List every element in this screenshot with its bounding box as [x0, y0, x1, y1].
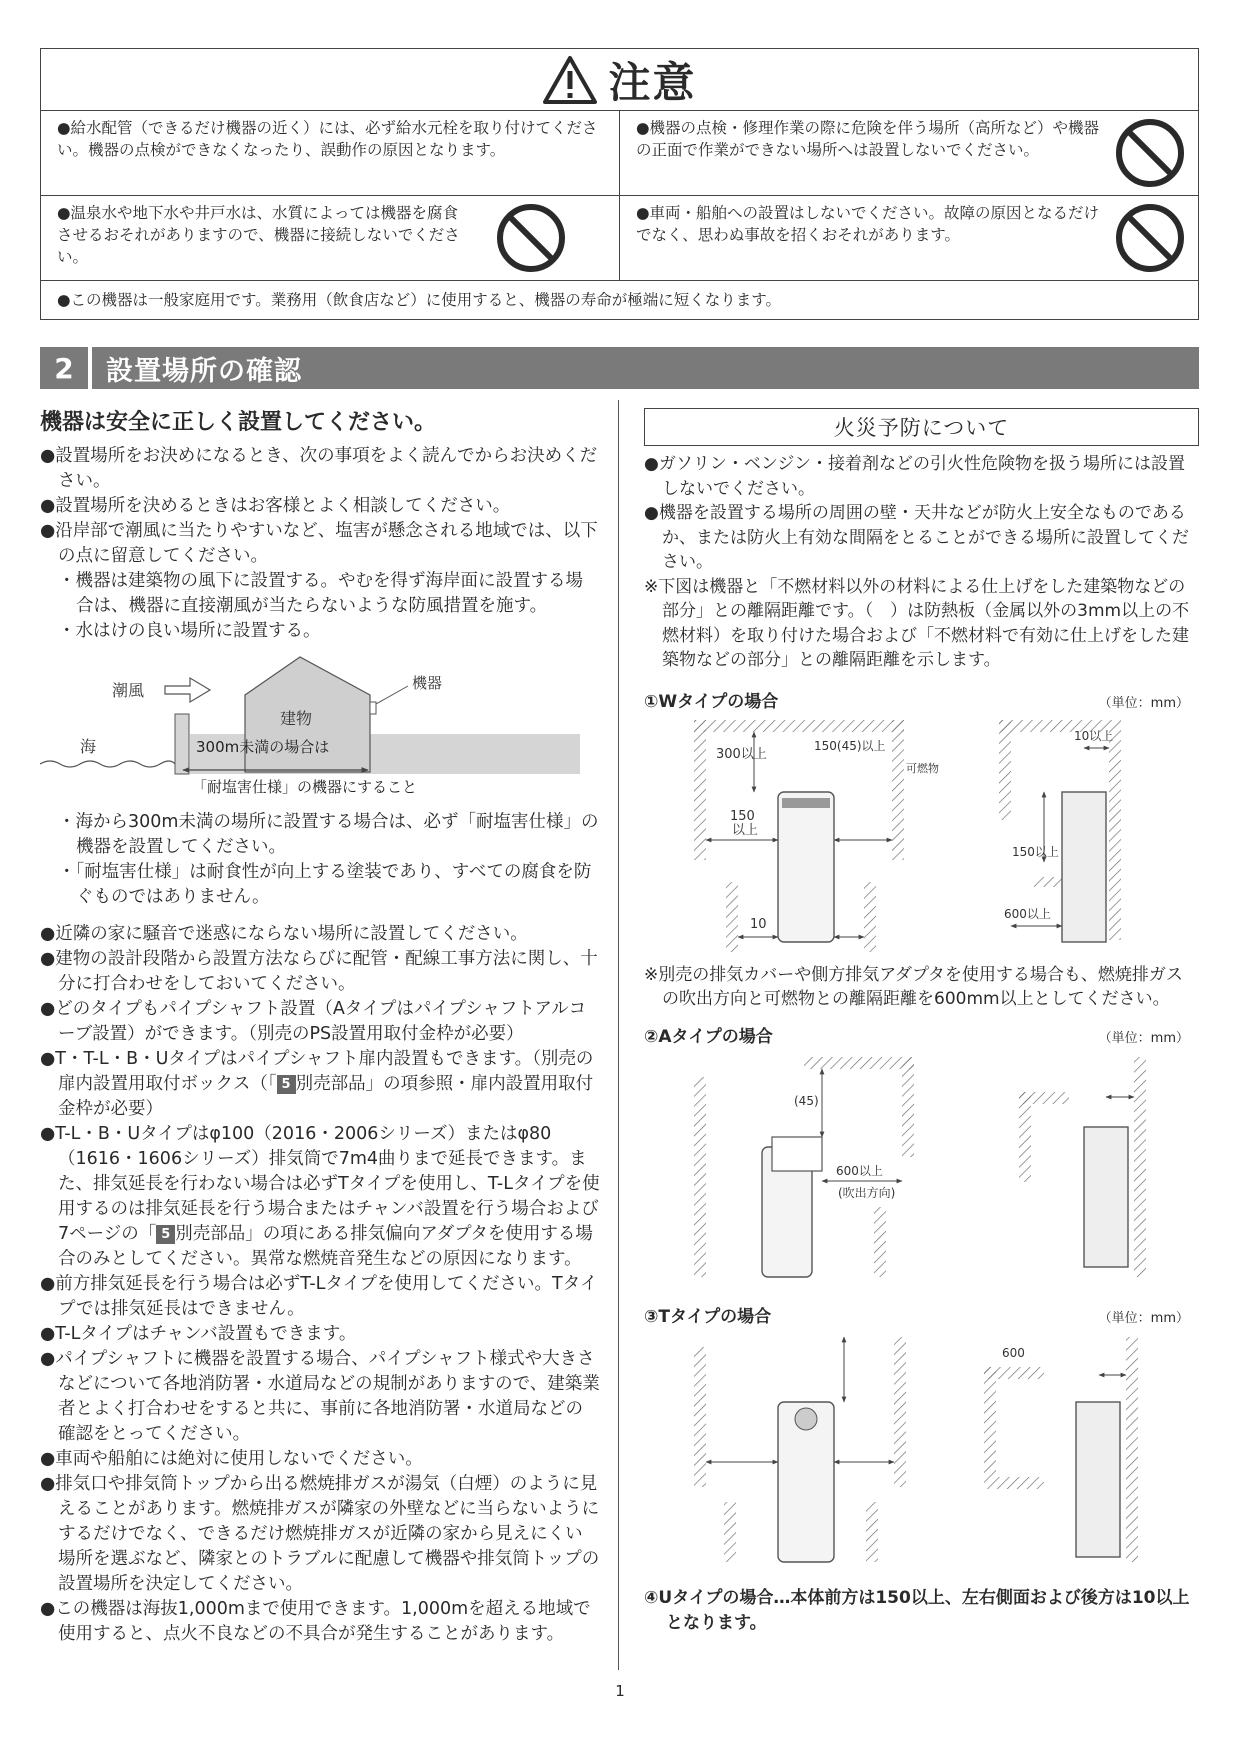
w-type-diagram: [644, 712, 1199, 957]
bullet-item: ●設置場所をお決めになるとき、次の事項をよく読んでからお決めください。: [40, 446, 598, 491]
caution-header: [41, 49, 1198, 111]
caution-row: [41, 196, 1198, 281]
sea-label: 海: [80, 737, 97, 756]
unit-label: （単位：mm）: [1098, 1030, 1189, 1046]
bullet-text: ●T・T-L・B・Uタイプはパイプシャフト扉内設置もできます。（別売の扉内設置用取付ボックス（「: [40, 1049, 594, 1094]
bullet-item: ●どのタイプもパイプシャフト設置（Aタイプはパイプシャフトアルコーブ設置）ができます。（別売のPS設置用取付金枠が必要）: [40, 999, 587, 1044]
bullet-item: ●車両や船舶には絶対に使用しないでください。: [40, 1449, 423, 1469]
distance-label: 300m未満の場合は: [196, 738, 330, 756]
sub-item: ・海から300m未満の場所に設置する場合は、必ず「耐塩害仕様」の機器を設置してください。: [58, 812, 599, 857]
section-badge: 5: [156, 1225, 175, 1244]
dim-label: 以上: [732, 822, 759, 838]
caution-row: [41, 281, 1198, 319]
dim-label: 600以上: [836, 1163, 883, 1178]
bullet-item: ●排気口や排気筒トップから出る燃焼排ガスが湯気（白煙）のように見えることがあります。燃焼排ガスが隣家の外壁などに当らないようにするだけでなく、できるだけ燃焼排ガスが近隣の家から見えにくい場所を選ぶなど、隣家とのトラブルに配慮して機器や排気筒トップの設置場所を決定してください。: [40, 1474, 600, 1594]
bullet-item: ●沿岸部で潮風に当たりやすいなど、塩害が懸念される地域では、以下の点に留意してください。: [40, 521, 598, 566]
dim-label: 150: [730, 808, 755, 824]
u-type-note: ④Uタイプの場合…本体前方は150以上、左右側面および後方は10以上となります。: [644, 1587, 1190, 1633]
fire-prevention-title: 火災予防について: [644, 408, 1199, 446]
dim-label: 300以上: [716, 746, 767, 762]
bullet-item: ●T-Lタイプはチャンバ設置もできます。: [40, 1324, 357, 1344]
dim-label: 10: [750, 916, 767, 932]
section-number: 2: [40, 347, 92, 389]
bullet-item: ●この機器は海抜1,000mまで使用できます。1,000mを超える地域で使用すると、点火不良などの不具合が発生することがあります。: [40, 1599, 591, 1644]
bullet-item: ●パイプシャフトに機器を設置する場合、パイプシャフト様式や大きさなどについて各地消防署・水道局などの規制がありますので、建築業者とよく打合わせをすると共に、事前に各地消防署・水道局などの確認をとってください。: [40, 1349, 600, 1444]
building-label: 建物: [280, 709, 313, 728]
dim-label: 150以上: [1012, 844, 1059, 859]
dim-label: (吹出方向): [838, 1185, 896, 1200]
right-column: [644, 408, 1199, 1636]
caution-text: ●給水配管（できるだけ機器の近く）には、必ず給水元栓を取り付けてください。機器の点検ができなくなったり、誤動作の原因となります。: [57, 119, 598, 159]
unit-label: （単位：mm）: [1098, 1310, 1189, 1326]
w-type-title: [644, 687, 1199, 712]
left-column: [40, 405, 600, 1647]
bullet-item: ●近隣の家に騒音で迷惑にならない場所に設置してください。: [40, 924, 528, 944]
prohibited-icon: [1114, 117, 1186, 189]
unit-label: （単位：mm）: [1098, 695, 1189, 711]
sub-item: ・「耐塩害仕様」は耐食性が向上する塗装であり、すべての腐食を防ぐものではありません。: [58, 862, 592, 907]
caution-cell: [619, 196, 1198, 280]
diagram-title: ①Wタイプの場合: [644, 691, 779, 712]
bullet-item: ●機器を設置する場所の周囲の壁・天井などが防火上安全なものであるか、または防火上有効な間隔をとることができる場所に設置してください。: [644, 503, 1189, 572]
diagram-title: ②Aタイプの場合: [644, 1026, 773, 1047]
a-type-diagram: [644, 1047, 1199, 1292]
t-type-title: [644, 1302, 1199, 1327]
bullet-item: ●設置場所を決めるときはお客様とよく相談してください。: [40, 496, 511, 516]
caution-text: ●この機器は一般家庭用です。業務用（飲食店など）に使用すると、機器の寿命が極端に短くなります。: [57, 291, 782, 309]
caution-text: ●車両・船舶への設置はしないでください。故障の原因となるだけでなく、思わぬ事故を招くおそれがあります。: [636, 204, 1100, 244]
caution-title: 注意: [608, 57, 697, 107]
distance-label: 「耐塩害仕様」の機器にすること: [192, 778, 418, 796]
bullet-text: 別売部品」の項参照・扉内設置用取付金枠が必要）: [58, 1074, 594, 1119]
a-type-title: [644, 1022, 1199, 1047]
column-divider: [618, 400, 619, 1670]
caution-cell: [41, 111, 619, 195]
note-text: ※下図は機器と「不燃材料以外の材料による仕上げをした建築物などの部分」との離隔距離です。（ ）は防熱板（金属以外の3mm以上の不燃材料）を取り付けた場合および「不燃材料で有効に仕上げをした建築物などの部分」との離隔距離を示します。: [644, 576, 1190, 670]
combustible-label: 可燃物: [906, 761, 939, 775]
bullet-item: [40, 1122, 600, 1272]
caution-row: [41, 111, 1198, 196]
diagram-title: ③Tタイプの場合: [644, 1306, 772, 1327]
prohibited-icon: [495, 202, 567, 274]
bullet-item: ●前方排気延長を行う場合は必ずT-Lタイプを使用してください。Tタイプでは排気延長はできません。: [40, 1274, 598, 1319]
caution-box: [40, 48, 1199, 320]
dim-label: 600: [1002, 1345, 1025, 1360]
device-label: 機器: [412, 674, 443, 692]
note-text: ※別売の排気カバーや側方排気アダプタを使用する場合も、燃焼排ガスの吹出方向と可燃物との離隔距離を600mm以上としてください。: [644, 964, 1183, 1009]
caution-cell: [41, 281, 1198, 319]
bullet-item: ●ガソリン・ベンジン・接着剤などの引火性危険物を扱う場所には設置しないでください。: [644, 454, 1185, 499]
prohibited-icon: [1114, 202, 1186, 274]
bullet-text: 別売部品」の項にある排気偏向アダプタを使用する場合のみとしてください。異常な燃焼音発生などの原因になります。: [58, 1224, 593, 1269]
section-title: 設置場所の確認: [106, 355, 302, 387]
sub-item: ・水はけの良い場所に設置する。: [58, 621, 321, 641]
caution-text: ●温泉水や地下水や井戸水は、水質によっては機器を腐食させるおそれがありますので、機器に接続しないでください。: [57, 204, 460, 266]
page-number: 1: [615, 1682, 625, 1700]
section-header: [40, 347, 1199, 389]
dim-label: 10以上: [1074, 728, 1114, 743]
caution-text: ●機器の点検・修理作業の際に危険を伴う場所（高所など）や機器の正面で作業ができない場所へは設置しないでください。: [636, 119, 1100, 159]
bullet-item: ●建物の設計段階から設置方法ならびに配管・配線工事方法に関し、十分に打合わせをしておいてください。: [40, 949, 598, 994]
wind-label: 潮風: [112, 681, 145, 700]
left-heading: 機器は安全に正しく設置してください。: [40, 410, 437, 435]
dim-label: (45): [794, 1093, 819, 1108]
section-badge: 5: [277, 1075, 296, 1094]
bullet-text: ●T-L・B・Uタイプはφ100（2016・2006シリーズ）またはφ80（1616・1606シリーズ）排気筒で7m4曲りまで延長できます。また、排気延長を行わない場合は必ずTタイプを使用し、T-Lタイプを使用するのは排気延長を行う場合またはチャンバ設置を行う場合および7ページの「: [40, 1124, 600, 1244]
dim-label: 150(45)以上: [814, 738, 886, 753]
caution-cell: [41, 196, 619, 280]
warning-icon: [542, 55, 598, 105]
sub-item: ・機器は建築物の風下に設置する。やむを得ず海岸面に設置する場合は、機器に直接潮風が当たらないような防風措置を施す。: [58, 571, 583, 616]
t-type-diagram: [644, 1327, 1199, 1572]
caution-cell: [619, 111, 1198, 195]
coastal-diagram: [40, 652, 600, 802]
bullet-item: [40, 1047, 600, 1122]
dim-label: 600以上: [1004, 906, 1051, 921]
